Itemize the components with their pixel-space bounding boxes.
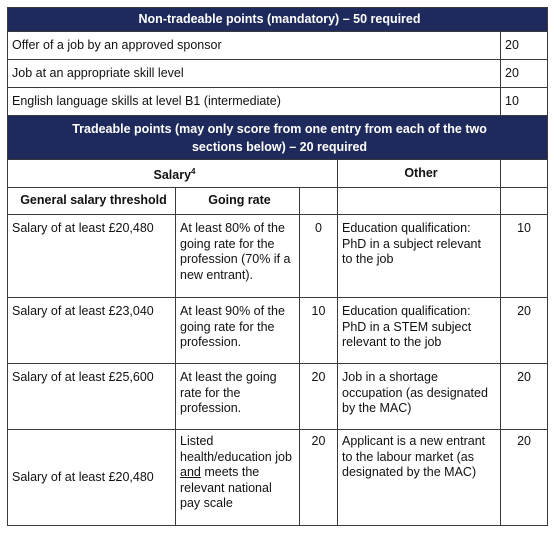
other-line: PhD in a subject relevant xyxy=(342,236,481,251)
other-criterion xyxy=(338,364,501,430)
mandatory-label: Offer of a job by an approved sponsor xyxy=(8,32,501,60)
going-rate-line xyxy=(180,465,299,481)
other-points: 20 xyxy=(501,364,548,430)
salary-threshold: Salary of at least £20,480 xyxy=(8,215,176,298)
col-other-points-spacer xyxy=(501,188,548,215)
mandatory-heading: Non-tradeable points (mandatory) – 50 required xyxy=(8,8,548,32)
going-rate xyxy=(176,215,300,298)
going-rate-line: going rate for the xyxy=(180,236,275,251)
column-heading-row xyxy=(8,188,548,215)
col-other-spacer xyxy=(338,188,501,215)
other-line: to the labour market (as xyxy=(342,449,475,464)
going-rate xyxy=(176,364,300,430)
other-points: 20 xyxy=(501,298,548,364)
going-rate-line: relevant national xyxy=(180,480,272,495)
tradeable-header-row xyxy=(8,116,548,160)
going-rate-line: health/education job xyxy=(180,449,292,464)
mandatory-points: 10 xyxy=(501,88,548,116)
other-points: 10 xyxy=(501,215,548,298)
mandatory-row xyxy=(8,88,548,116)
going-rate-line: At least the going xyxy=(180,370,277,384)
mandatory-points: 20 xyxy=(501,32,548,60)
other-line: PhD in a STEM subject xyxy=(342,319,472,334)
other-points: 20 xyxy=(501,430,548,526)
salary-points: 10 xyxy=(300,298,338,364)
going-rate xyxy=(176,298,300,364)
salary-points: 20 xyxy=(300,430,338,526)
other-line: Applicant is a new entrant xyxy=(342,434,486,448)
going-rate-line: rate for the xyxy=(180,385,241,400)
going-rate-line: pay scale xyxy=(180,496,233,510)
other-line: by the MAC) xyxy=(342,401,412,415)
other-heading-spacer xyxy=(501,160,548,188)
salary-points: 20 xyxy=(300,364,338,430)
col-points-spacer xyxy=(300,188,338,215)
salary-footnote: 4 xyxy=(191,166,196,176)
tradeable-row xyxy=(8,298,548,364)
other-line: Education qualification: xyxy=(342,304,471,318)
going-rate-line: going rate for the xyxy=(180,319,275,334)
going-rate-line: new entrant). xyxy=(180,267,253,282)
other-line: to the job xyxy=(342,252,394,266)
salary-threshold: Salary of at least £23,040 xyxy=(8,298,176,364)
col-going-heading: Going rate xyxy=(176,188,300,215)
mandatory-label: English language skills at level B1 (intermediate) xyxy=(8,88,501,116)
salary-heading-text: Salary xyxy=(153,167,192,182)
other-criterion xyxy=(338,215,501,298)
other-line: occupation (as designated xyxy=(342,385,488,400)
going-rate-line-rest: meets the xyxy=(200,465,260,479)
going-rate-line: profession. xyxy=(180,335,242,349)
other-line: Education qualification: xyxy=(342,221,471,235)
salary-threshold: Salary of at least £20,480 xyxy=(8,430,176,526)
salary-points: 0 xyxy=(300,215,338,298)
tradeable-heading-line1: Tradeable points (may only score from one entry from each of the two xyxy=(72,121,487,136)
tradeable-heading-line2: sections below) – 20 required xyxy=(191,139,368,154)
section-heading-row xyxy=(8,160,548,188)
other-line: designated by the MAC) xyxy=(342,465,477,479)
other-heading: Other xyxy=(338,160,501,188)
going-rate-line: profession (70% if a xyxy=(180,252,291,266)
salary-threshold: Salary of at least £25,600 xyxy=(8,364,176,430)
mandatory-header-row xyxy=(8,8,548,32)
points-table xyxy=(7,7,548,526)
going-rate-line: profession. xyxy=(180,401,242,415)
tradeable-row xyxy=(8,364,548,430)
other-line: Job in a shortage xyxy=(342,370,438,384)
tradeable-row xyxy=(8,430,548,526)
going-rate xyxy=(176,430,300,526)
tradeable-row xyxy=(8,215,548,298)
other-criterion xyxy=(338,430,501,526)
mandatory-points: 20 xyxy=(501,60,548,88)
tradeable-heading xyxy=(8,116,548,160)
col-general-heading: General salary threshold xyxy=(8,188,176,215)
mandatory-row xyxy=(8,60,548,88)
going-rate-and: and xyxy=(180,465,201,479)
going-rate-line: At least 90% of the xyxy=(180,304,285,318)
mandatory-label: Job at an appropriate skill level xyxy=(8,60,501,88)
going-rate-line: At least 80% of the xyxy=(180,221,285,235)
other-line: relevant to the job xyxy=(342,335,442,349)
going-rate-line: Listed xyxy=(180,434,214,448)
salary-heading xyxy=(8,160,338,188)
mandatory-row xyxy=(8,32,548,60)
other-criterion xyxy=(338,298,501,364)
